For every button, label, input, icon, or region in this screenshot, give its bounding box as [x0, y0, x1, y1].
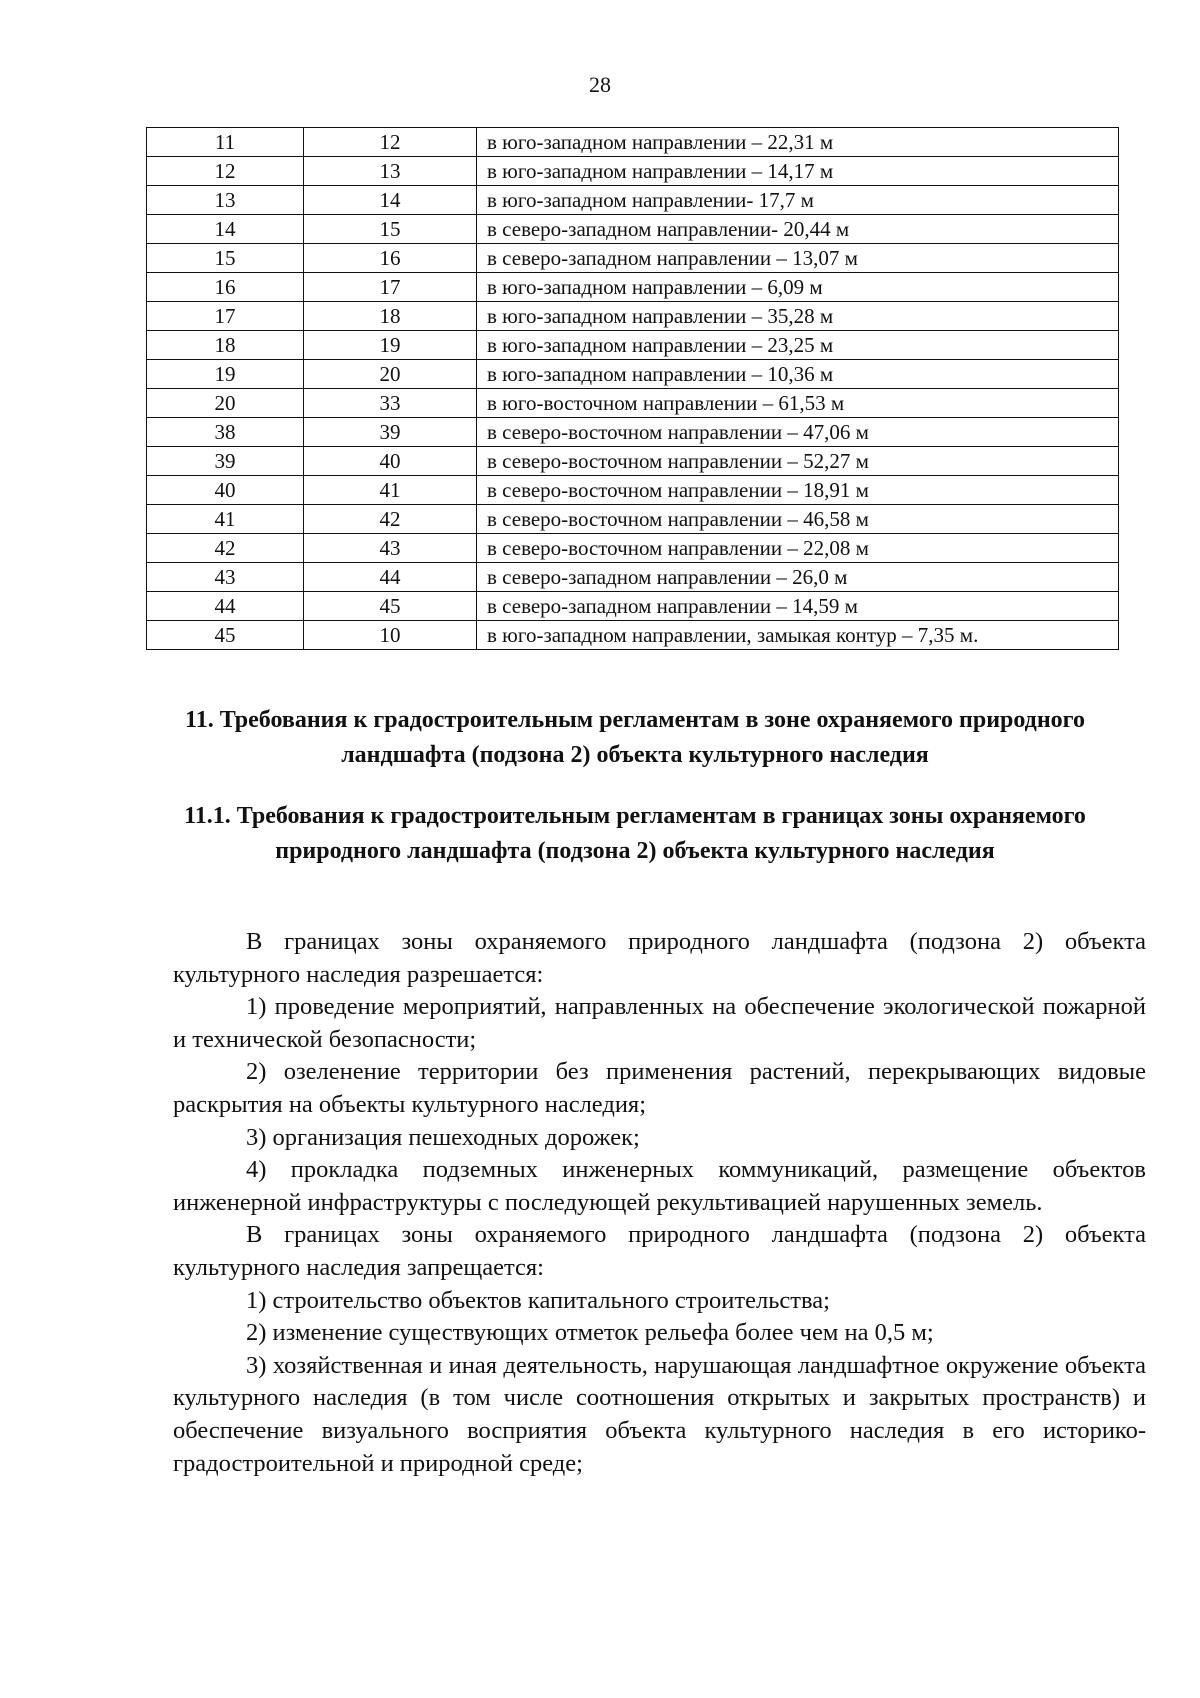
table-row	[147, 273, 1119, 302]
direction-cell: в юго-западном направлении – 23,25 м	[477, 331, 1119, 360]
direction-cell: в юго-западном направлении – 10,36 м	[477, 360, 1119, 389]
direction-cell: в юго-западном направлении – 14,17 м	[477, 157, 1119, 186]
table-row	[147, 128, 1119, 157]
point-from-cell: 43	[147, 563, 304, 592]
point-from-cell: 12	[147, 157, 304, 186]
point-from-cell: 38	[147, 418, 304, 447]
direction-cell: в юго-восточном направлении – 61,53 м	[477, 389, 1119, 418]
point-to-cell: 10	[304, 621, 477, 650]
body-text	[173, 926, 1146, 1480]
paragraph: 2) озеленение территории без применения растений, перекрывающих видовые раскрытия на объекты культурного наследия;	[173, 1058, 1146, 1118]
direction-cell: в северо-восточном направлении – 47,06 м	[477, 418, 1119, 447]
direction-cell: в северо-западном направлении – 13,07 м	[477, 244, 1119, 273]
point-to-cell: 39	[304, 418, 477, 447]
direction-cell: в северо-западном направлении – 26,0 м	[477, 563, 1119, 592]
subsection-heading: 11.1. Требования к градостроительным регламентам в границах зоны охраняемого природного ландшафта (подзона 2) объекта культурного наследия	[184, 803, 1086, 864]
table-row	[147, 505, 1119, 534]
section-heading: 11. Требования к градостроительным регламентам в зоне охраняемого природного ландшафта (подзона 2) объекта культурного наследия	[185, 707, 1085, 768]
direction-cell: в северо-западном направлении- 20,44 м	[477, 215, 1119, 244]
direction-cell: в юго-западном направлении – 22,31 м	[477, 128, 1119, 157]
point-from-cell: 11	[147, 128, 304, 157]
point-to-cell: 19	[304, 331, 477, 360]
paragraph: 3) хозяйственная и иная деятельность, нарушающая ландшафтное окружение объекта культурного наследия (в том числе соотношения открытых и закрытых пространств) и обеспечение визуального восприятия объекта культурного наследия в его историко-градостроительной и природной среде;	[173, 1351, 1146, 1477]
direction-cell: в юго-западном направлении – 6,09 м	[477, 273, 1119, 302]
point-to-cell: 20	[304, 360, 477, 389]
point-from-cell: 45	[147, 621, 304, 650]
paragraph: 4) прокладка подземных инженерных коммуникаций, размещение объектов инженерной инфраструктуры с последующей рекультивацией нарушенных земель.	[173, 1156, 1146, 1216]
point-to-cell: 41	[304, 476, 477, 505]
paragraph: В границах зоны охраняемого природного ландшафта (подзона 2) объекта культурного наследия запрещается:	[173, 1221, 1146, 1281]
point-from-cell: 42	[147, 534, 304, 563]
point-to-cell: 13	[304, 157, 477, 186]
point-from-cell: 13	[147, 186, 304, 215]
table-row	[147, 563, 1119, 592]
table-row	[147, 592, 1119, 621]
paragraph: В границах зоны охраняемого природного ландшафта (подзона 2) объекта культурного наследия разрешается:	[173, 928, 1146, 988]
table-row	[147, 215, 1119, 244]
point-to-cell: 17	[304, 273, 477, 302]
point-to-cell: 18	[304, 302, 477, 331]
table-row	[147, 157, 1119, 186]
direction-cell: в юго-западном направлении, замыкая контур – 7,35 м.	[477, 621, 1119, 650]
point-to-cell: 16	[304, 244, 477, 273]
table-row	[147, 389, 1119, 418]
table-row	[147, 418, 1119, 447]
table-row	[147, 360, 1119, 389]
point-to-cell: 33	[304, 389, 477, 418]
point-to-cell: 44	[304, 563, 477, 592]
direction-cell: в юго-западном направлении – 35,28 м	[477, 302, 1119, 331]
direction-cell: в северо-восточном направлении – 18,91 м	[477, 476, 1119, 505]
point-from-cell: 14	[147, 215, 304, 244]
point-from-cell: 39	[147, 447, 304, 476]
page-number: 28	[589, 72, 611, 97]
point-from-cell: 19	[147, 360, 304, 389]
point-to-cell: 15	[304, 215, 477, 244]
table-row	[147, 302, 1119, 331]
table-row	[147, 331, 1119, 360]
point-to-cell: 12	[304, 128, 477, 157]
point-from-cell: 41	[147, 505, 304, 534]
point-from-cell: 18	[147, 331, 304, 360]
paragraph: 3) организация пешеходных дорожек;	[246, 1123, 640, 1151]
coordinates-table-body	[147, 128, 1119, 650]
coordinates-table	[146, 127, 1119, 650]
point-to-cell: 45	[304, 592, 477, 621]
point-from-cell: 16	[147, 273, 304, 302]
point-to-cell: 43	[304, 534, 477, 563]
point-from-cell: 44	[147, 592, 304, 621]
direction-cell: в северо-восточном направлении – 22,08 м	[477, 534, 1119, 563]
table-row	[147, 186, 1119, 215]
point-to-cell: 40	[304, 447, 477, 476]
paragraph: 1) строительство объектов капитального строительства;	[246, 1286, 830, 1314]
table-row	[147, 476, 1119, 505]
point-from-cell: 15	[147, 244, 304, 273]
direction-cell: в юго-западном направлении- 17,7 м	[477, 186, 1119, 215]
table-row	[147, 447, 1119, 476]
table-row	[147, 534, 1119, 563]
point-from-cell: 20	[147, 389, 304, 418]
point-from-cell: 40	[147, 476, 304, 505]
table-row	[147, 244, 1119, 273]
point-from-cell: 17	[147, 302, 304, 331]
direction-cell: в северо-восточном направлении – 52,27 м	[477, 447, 1119, 476]
paragraph: 2) изменение существующих отметок рельефа более чем на 0,5 м;	[246, 1319, 934, 1347]
point-to-cell: 14	[304, 186, 477, 215]
direction-cell: в северо-восточном направлении – 46,58 м	[477, 505, 1119, 534]
point-to-cell: 42	[304, 505, 477, 534]
table-row	[147, 621, 1119, 650]
direction-cell: в северо-западном направлении – 14,59 м	[477, 592, 1119, 621]
paragraph: 1) проведение мероприятий, направленных на обеспечение экологической пожарной и технической безопасности;	[173, 993, 1146, 1053]
